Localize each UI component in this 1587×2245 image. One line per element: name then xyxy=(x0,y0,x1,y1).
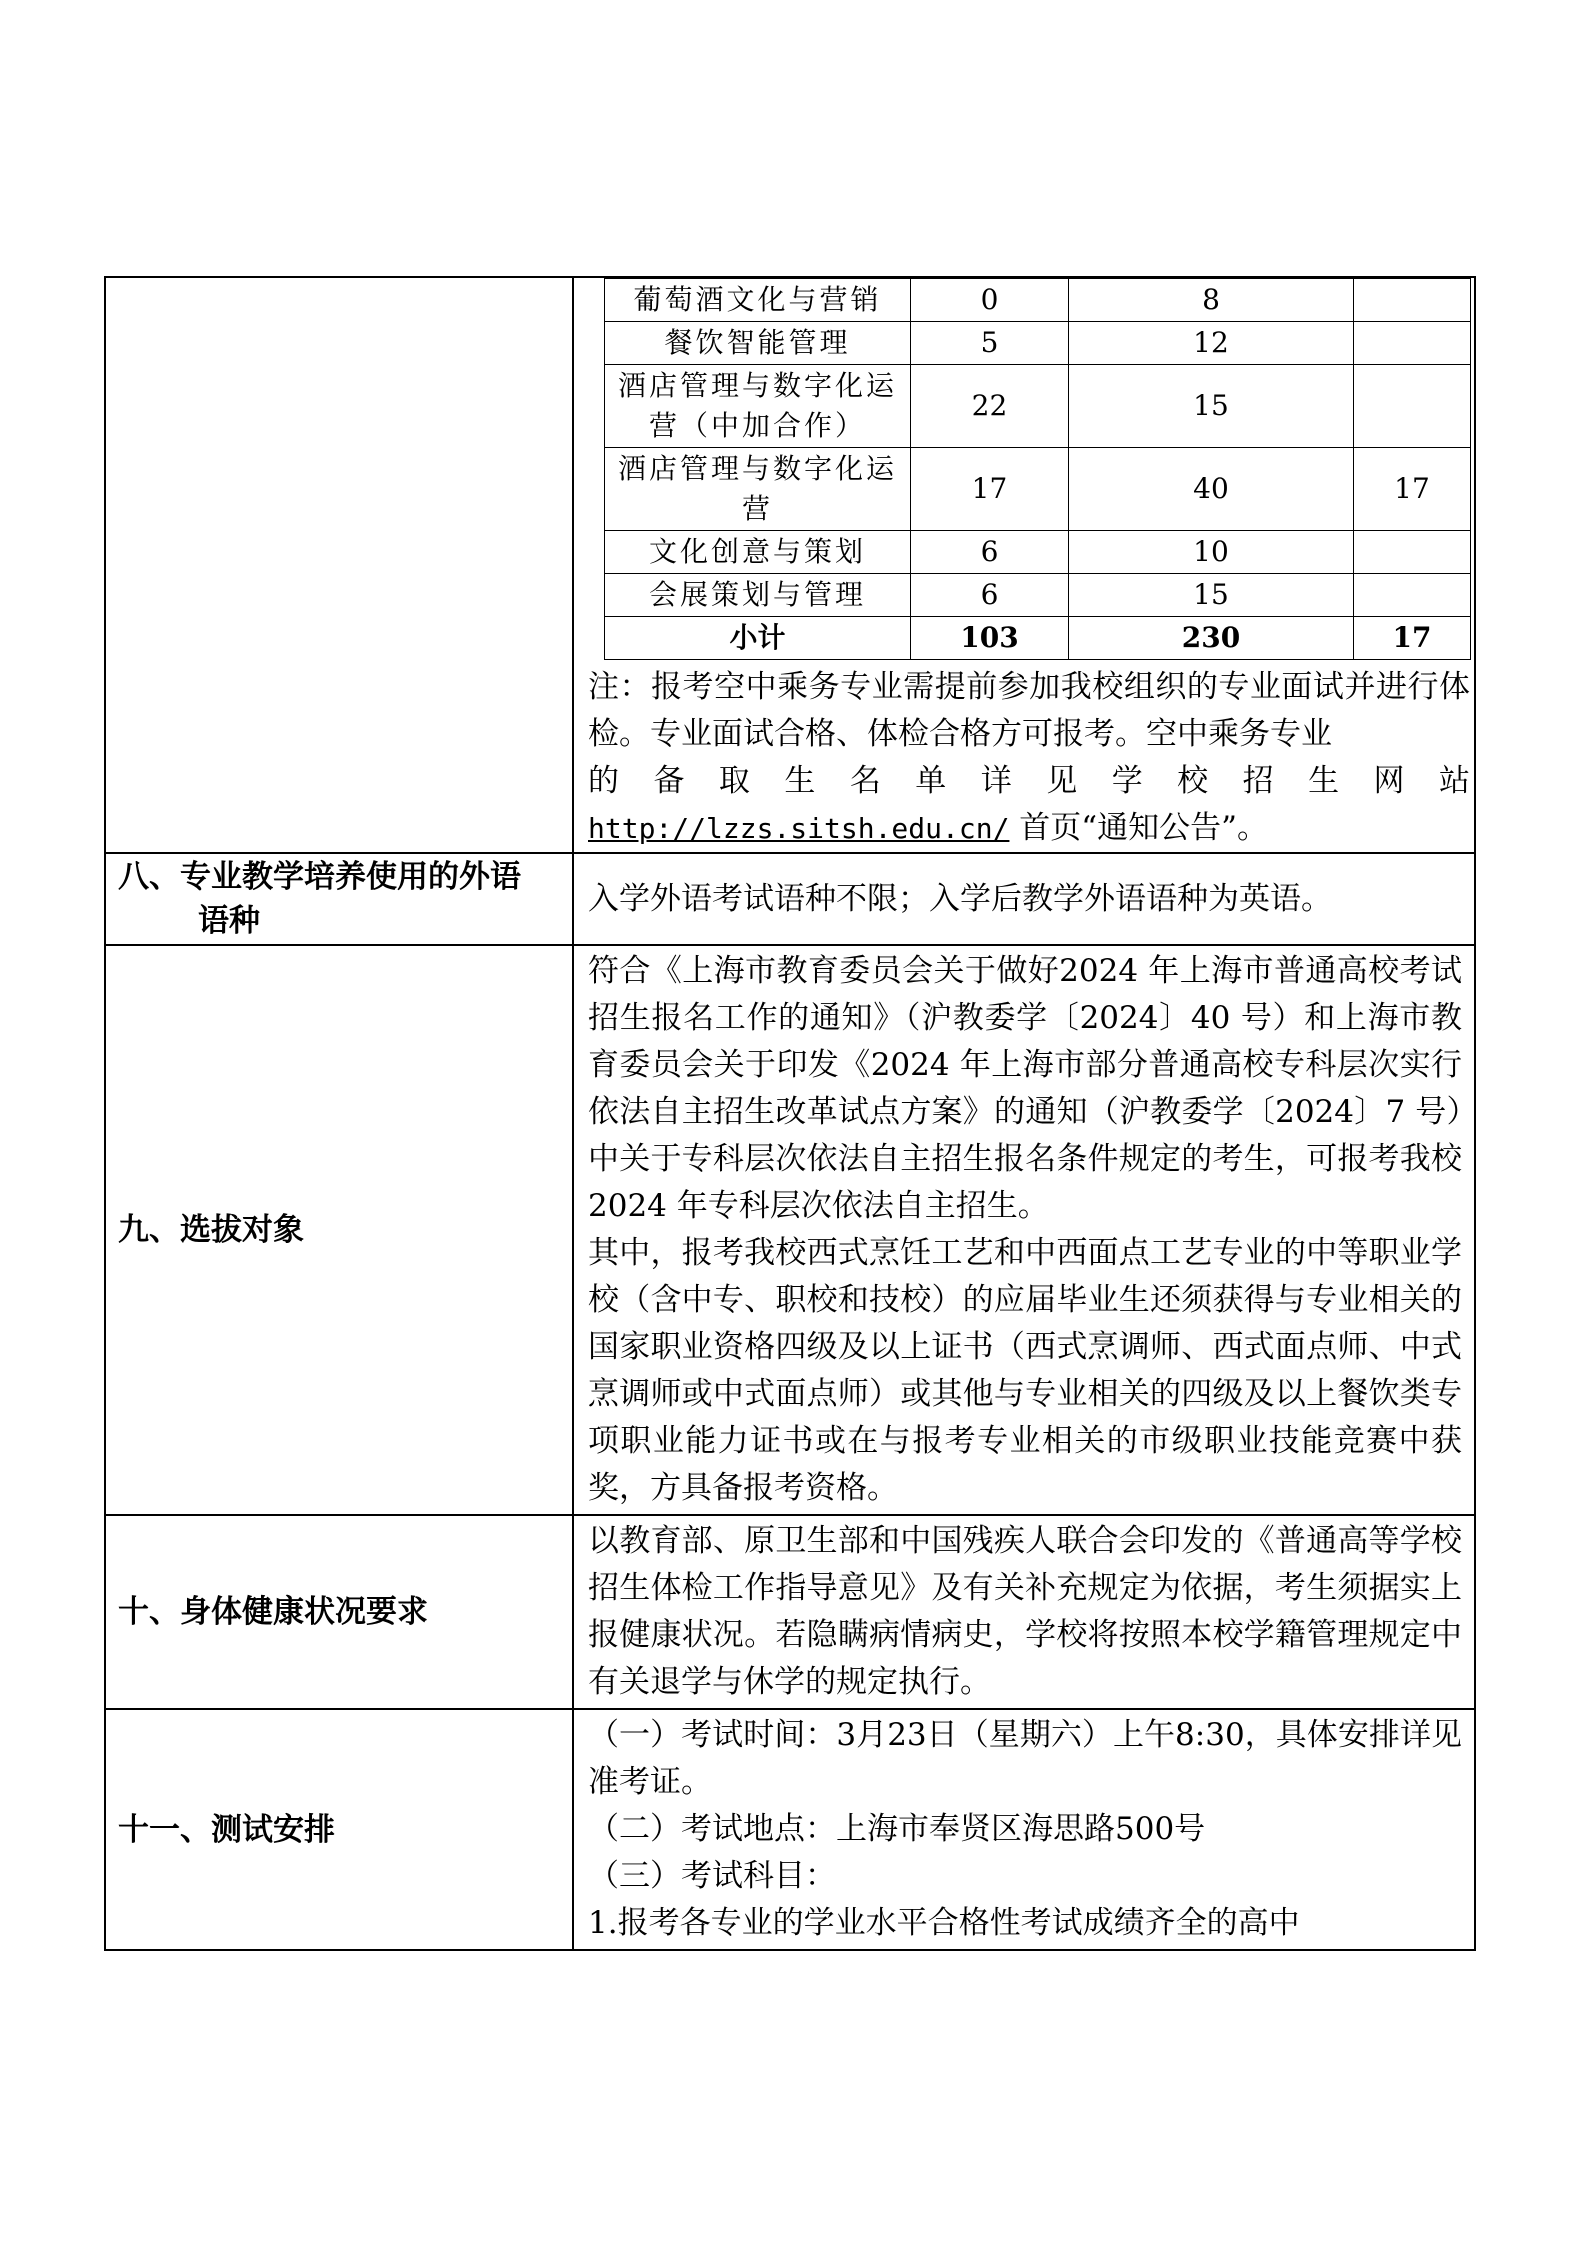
enrollment-row xyxy=(605,574,1471,617)
enrollment-label-cell xyxy=(105,277,573,853)
quota-value xyxy=(1354,365,1471,448)
subtotal-value: 230 xyxy=(1069,617,1354,660)
quota-value: 6 xyxy=(911,531,1069,574)
quota-value: 22 xyxy=(911,365,1069,448)
quota-value: 40 xyxy=(1069,448,1354,531)
test-line: （三）考试科目： xyxy=(588,1858,836,1894)
quota-value: 15 xyxy=(1069,574,1354,617)
enrollment-table xyxy=(604,278,1471,660)
section-test-arrangement xyxy=(105,1709,1475,1950)
section-label: 十、身体健康状况要求 xyxy=(105,1515,573,1709)
major-name: 酒店管理与数字化运营 xyxy=(605,448,911,531)
test-line: （一）考试时间：3月23日（星期六）上午8:30，具体安排详见准考证。 xyxy=(588,1717,1462,1800)
major-name: 酒店管理与数字化运营（中加合作） xyxy=(605,365,911,448)
enrollment-content-cell xyxy=(573,277,1475,853)
subtotal-value: 103 xyxy=(911,617,1069,660)
quota-value: 10 xyxy=(1069,531,1354,574)
subtotal-value: 17 xyxy=(1354,617,1471,660)
admission-info-table xyxy=(104,276,1476,1951)
enrollment-row xyxy=(605,448,1471,531)
section-foreign-language xyxy=(105,853,1475,945)
quota-value: 0 xyxy=(911,279,1069,322)
test-line: 1.报考各专业的学业水平合格性考试成绩齐全的高中 xyxy=(588,1905,1300,1941)
major-name: 文化创意与策划 xyxy=(605,531,911,574)
subtotal-label: 小计 xyxy=(605,617,911,660)
major-name: 餐饮智能管理 xyxy=(605,322,911,365)
subtotal-row xyxy=(605,617,1471,660)
section-content xyxy=(573,1709,1475,1950)
quota-value: 5 xyxy=(911,322,1069,365)
section-label: 十一、测试安排 xyxy=(105,1709,573,1950)
quota-value: 17 xyxy=(1354,448,1471,531)
major-name: 葡萄酒文化与营销 xyxy=(605,279,911,322)
quota-value: 17 xyxy=(911,448,1069,531)
section-eligibility xyxy=(105,945,1475,1515)
section-content: 入学外语考试语种不限；入学后教学外语语种为英语。 xyxy=(573,853,1475,945)
quota-value xyxy=(1354,574,1471,617)
enrollment-row xyxy=(605,365,1471,448)
admission-website-link[interactable]: http://lzzs.sitsh.edu.cn/ xyxy=(588,812,1010,845)
section-label-line: 语种 xyxy=(198,903,260,939)
test-line: （二）考试地点：上海市奉贤区海思路500号 xyxy=(588,1811,1206,1847)
enrollment-note xyxy=(574,660,1474,852)
section-label xyxy=(105,853,573,945)
eligibility-paragraph: 其中，报考我校西式烹饪工艺和中西面点工艺专业的中等职业学校（含中专、职校和技校）的应届毕业生还须获得与专业相关的国家职业资格四级及以上证书（西式烹调师、西式面点师、中式烹调师或中式面点师）或其他与专业相关的四级及以上餐饮类专项职业能力证书或在与报考专业相关的市级职业技能竞赛中获奖，方具备报考资格。 xyxy=(588,1235,1462,1506)
quota-value: 8 xyxy=(1069,279,1354,322)
quota-value xyxy=(1354,279,1471,322)
section-content: 以教育部、原卫生部和中国残疾人联合会印发的《普通高等学校招生体检工作指导意见》及有关补充规定为依据，考生须据实上报健康状况。若隐瞒病情病史，学校将按照本校学籍管理规定中有关退学与休学的规定执行。 xyxy=(573,1515,1475,1709)
note-tail: 首页“通知公告”。 xyxy=(1009,810,1268,846)
note-spread-line: 的备取生名单详见学校招生网站 xyxy=(588,763,1470,799)
quota-value: 15 xyxy=(1069,365,1354,448)
quota-value: 6 xyxy=(911,574,1069,617)
note-text: 注：报考空中乘务专业需提前参加我校组织的专业面试并进行体检。专业面试合格、体检合格方可报考。空中乘务专业 xyxy=(588,669,1470,752)
enrollment-row xyxy=(605,322,1471,365)
quota-value: 12 xyxy=(1069,322,1354,365)
section-label-line: 八、专业教学培养使用的外语 xyxy=(118,859,521,895)
section-content xyxy=(573,945,1475,1515)
major-name: 会展策划与管理 xyxy=(605,574,911,617)
enrollment-plan-row xyxy=(105,277,1475,853)
quota-value xyxy=(1354,531,1471,574)
enrollment-row xyxy=(605,279,1471,322)
enrollment-row xyxy=(605,531,1471,574)
section-label: 九、选拔对象 xyxy=(105,945,573,1515)
section-health xyxy=(105,1515,1475,1709)
eligibility-paragraph: 符合《上海市教育委员会关于做好2024 年上海市普通高校考试招生报名工作的通知》（沪教委学〔2024〕40 号）和上海市教育委员会关于印发《2024 年上海市部分普通高校专科层次实行依法自主招生改革试点方案》的通知（沪教委学〔2024〕7 号）中关于专科层次依法自主招生报名条件规定的考生，可报考我校2024 年专科层次依法自主招生。 xyxy=(588,953,1462,1224)
quota-value xyxy=(1354,322,1471,365)
